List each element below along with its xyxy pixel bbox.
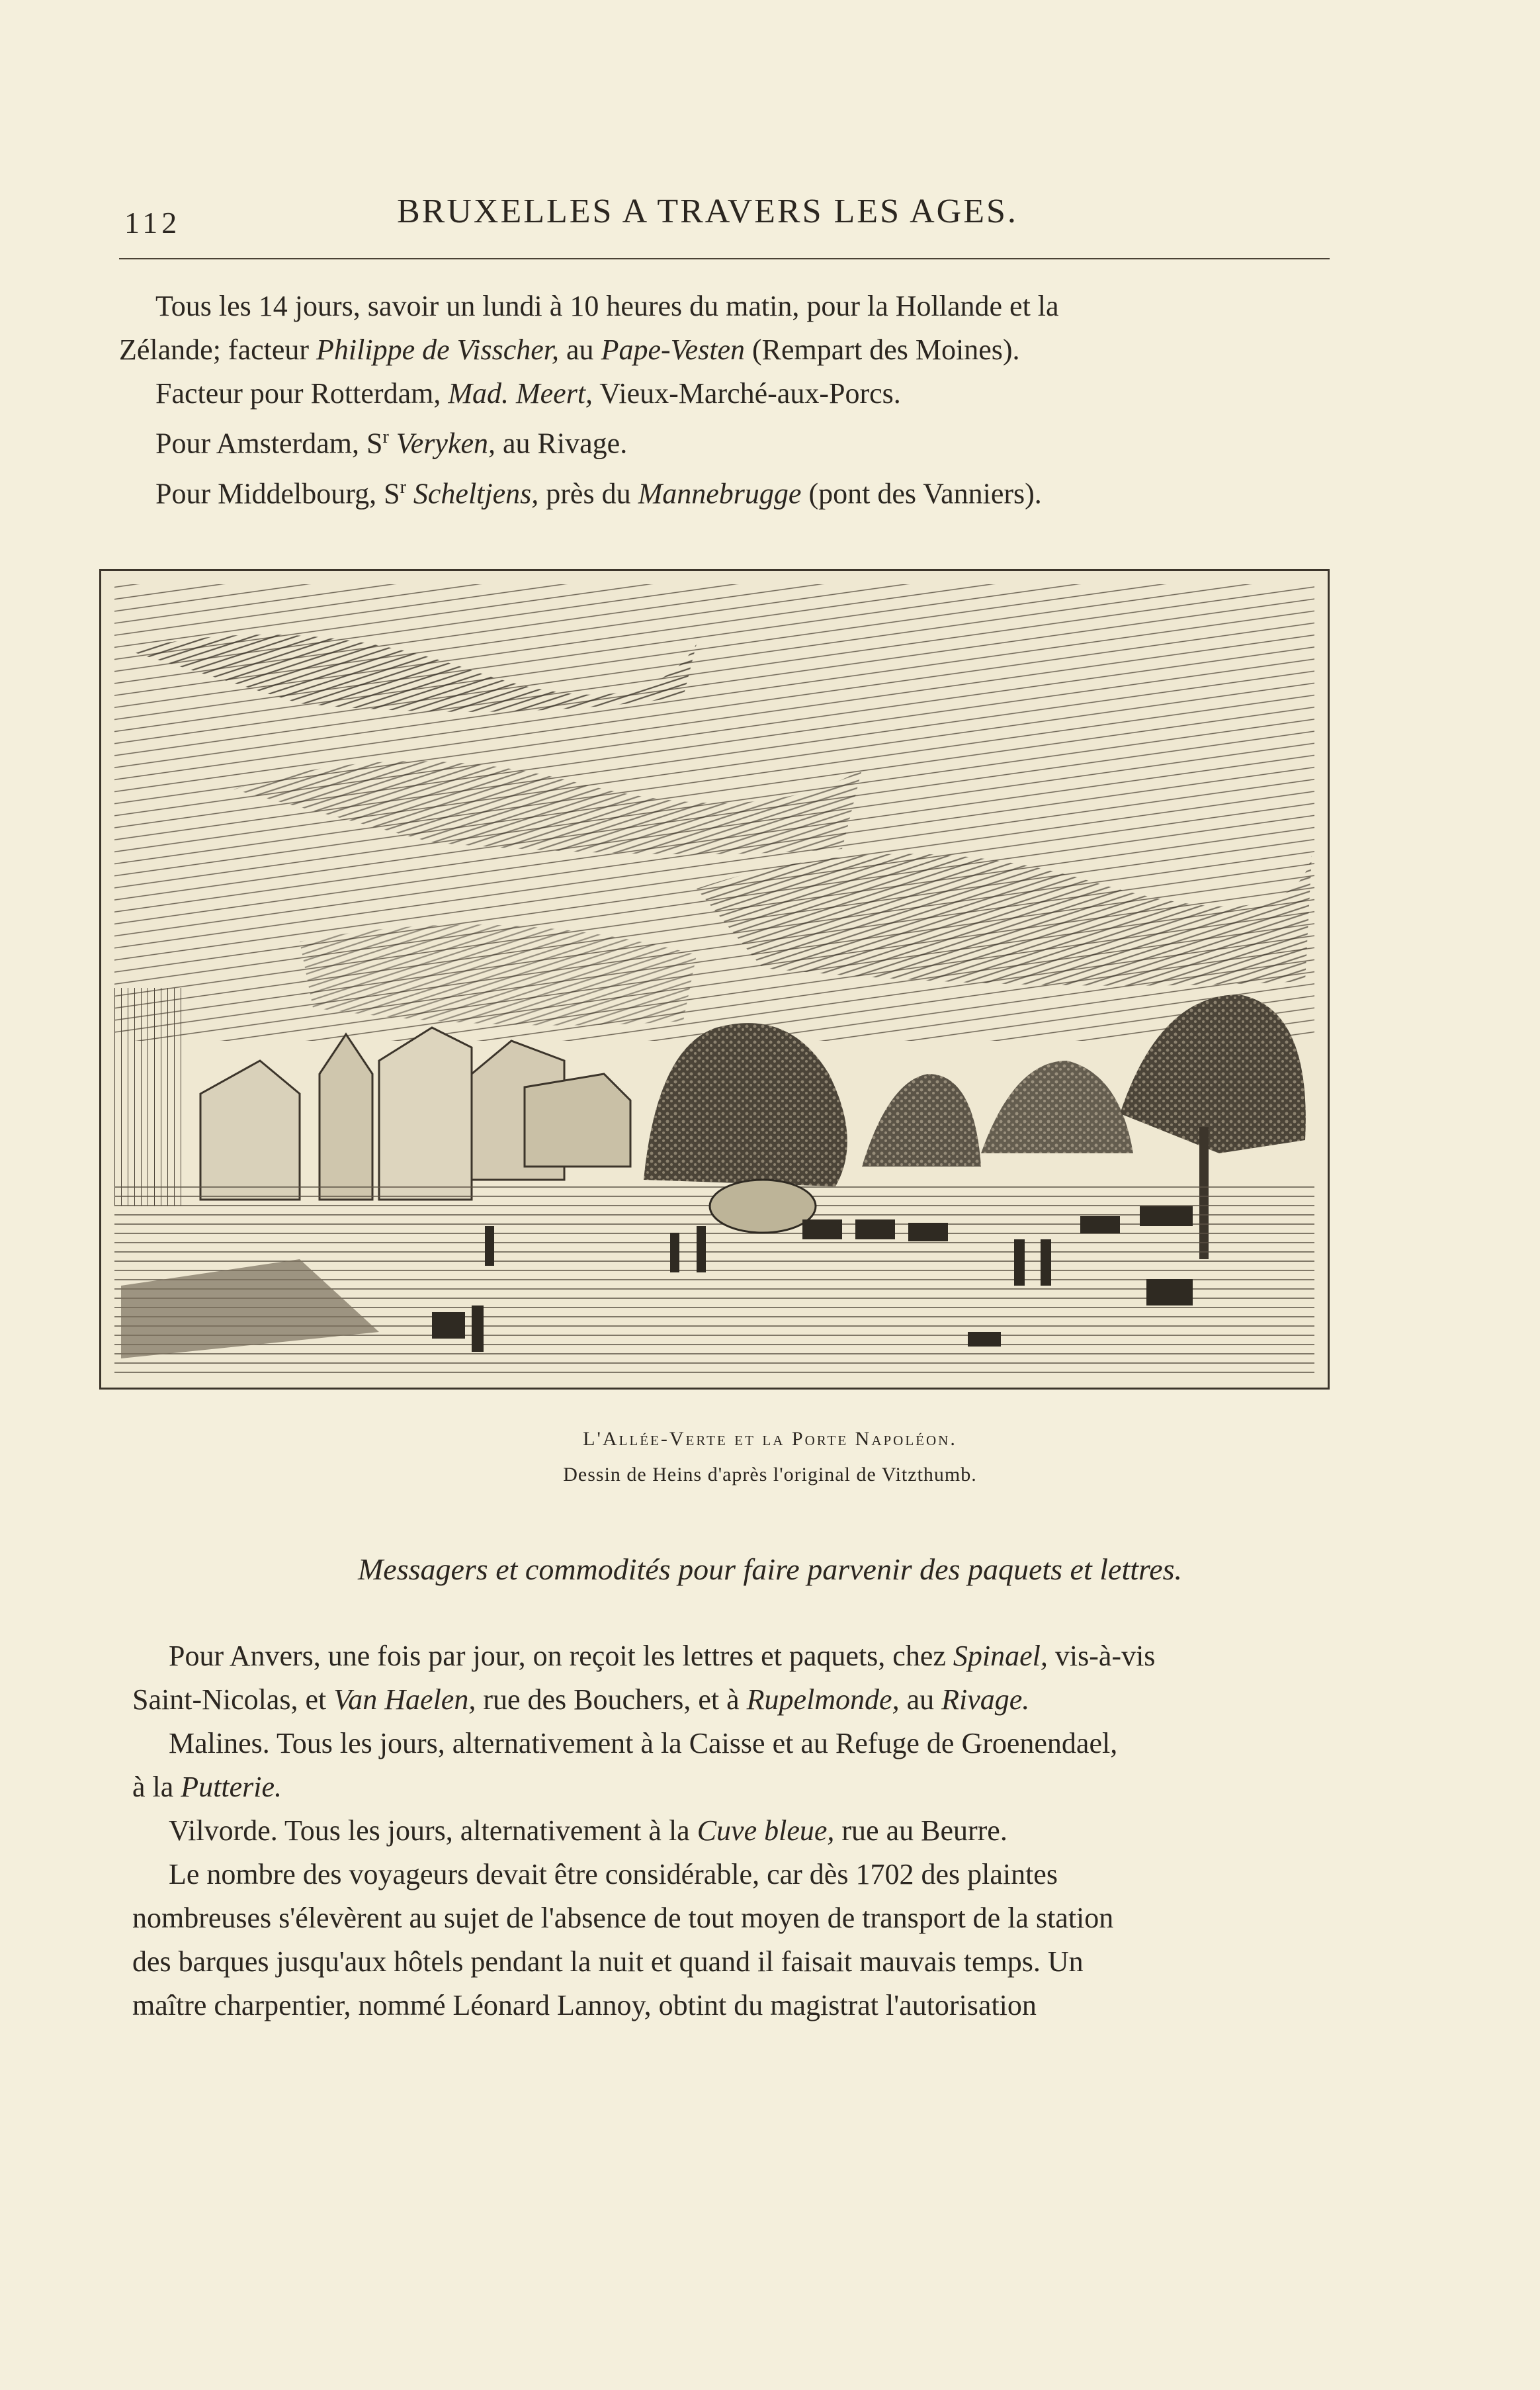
page-number: 112	[124, 206, 181, 240]
figure-caption-title: L'Allée-Verte et la Porte Napoléon.	[583, 1428, 957, 1450]
paragraph-line: Vilvorde. Tous les jours, alternativement à la Cuve bleue, rue au Beurre.	[169, 1814, 1007, 1847]
engraving-illustration	[99, 569, 1330, 1390]
body-text-block	[132, 1634, 1349, 2027]
paragraph-line: à la Putterie.	[132, 1771, 282, 1803]
paragraph-line: Le nombre des voyageurs devait être considérable, car dès 1702 des plaintes	[169, 1858, 1058, 1890]
section-heading: Messagers et commodités pour faire parvenir des paquets et lettres.	[357, 1552, 1183, 1586]
paragraph-line: Pour Middelbourg, $S^r$ Scheltjens, près du Mannebrugge (pont des Vanniers).	[155, 476, 1042, 510]
running-header	[119, 185, 1330, 259]
paragraph-line: Pour Anvers, une fois par jour, on reçoit les lettres et paquets, chez Spinael, vis-à-vis	[169, 1640, 1156, 1672]
paragraph-line: des barques jusqu'aux hôtels pendant la nuit et quand il faisait mauvais temps. Un	[132, 1945, 1084, 1978]
paragraph-line: nombreuses s'élevèrent au sujet de l'absence de tout moyen de transport de la station	[132, 1902, 1114, 1934]
paragraph-line: Saint-Nicolas, et Van Haelen, rue des Bouchers, et à Rupelmonde, au Rivage.	[132, 1683, 1030, 1716]
figure-caption-subtitle: Dessin de Heins d'après l'original de Vitzthumb.	[563, 1464, 977, 1485]
paragraph-line: Malines. Tous les jours, alternativement à la Caisse et au Refuge de Groenendael,	[169, 1727, 1118, 1759]
paragraph-line: Zélande; facteur Philippe de Visscher, au Pape-Vesten (Rempart des Moines).	[119, 333, 1020, 366]
engraving-image	[101, 571, 1328, 1388]
paragraph-line: Facteur pour Rotterdam, Mad. Meert, Vieux-Marché-aux-Porcs.	[155, 377, 901, 410]
paragraph-line: Tous les 14 jours, savoir un lundi à 10 heures du matin, pour la Hollande et la	[155, 290, 1059, 322]
paragraph-line: maître charpentier, nommé Léonard Lannoy, obtint du magistrat l'autorisation	[132, 1989, 1037, 2021]
top-text-block	[119, 285, 1336, 515]
running-title: BRUXELLES A TRAVERS LES AGES.	[397, 193, 1018, 230]
paragraph-line: Pour Amsterdam, $S^r$ Veryken, au Rivage.	[155, 427, 628, 460]
